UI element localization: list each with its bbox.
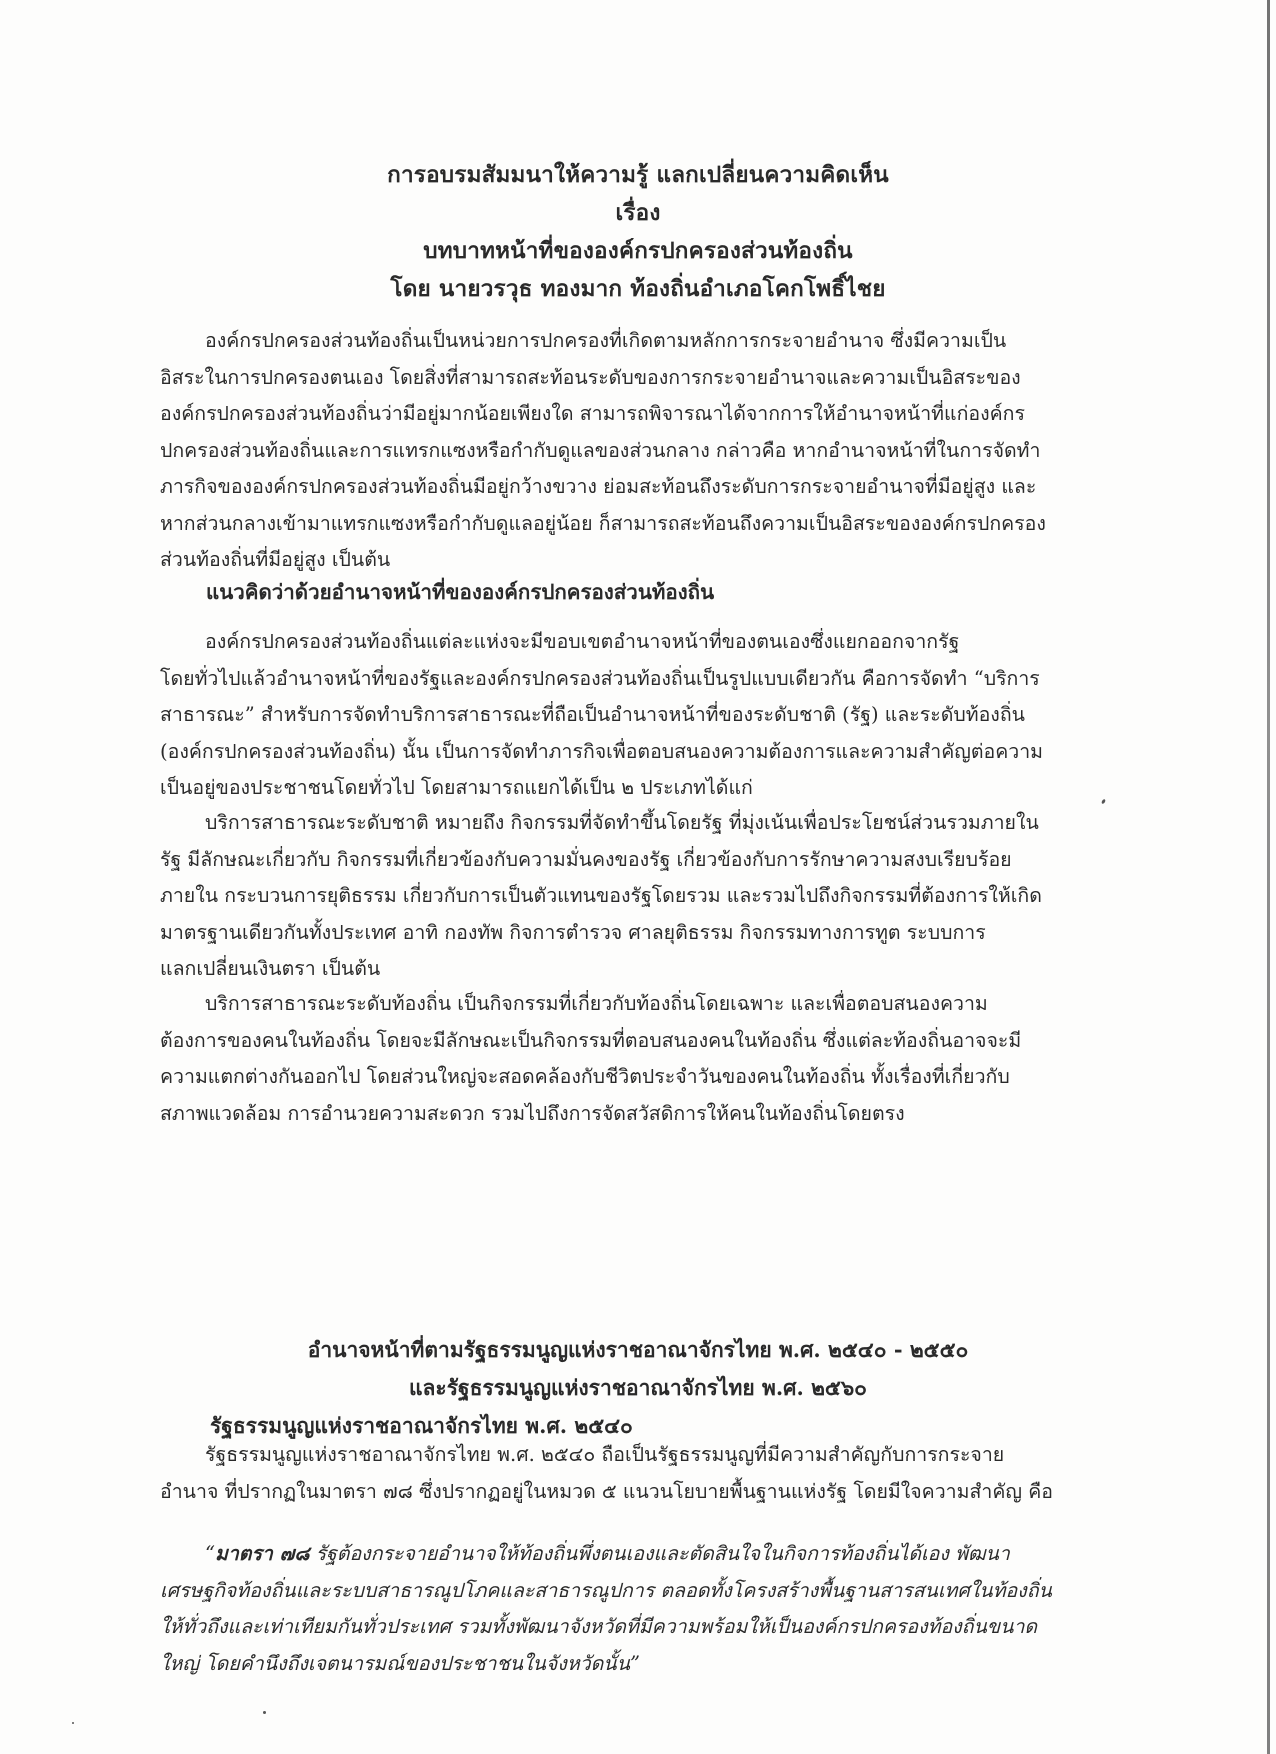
document-title (0, 156, 1276, 308)
text-line: โดยทั่วไปแล้วอำนาจหน้าที่ของรัฐและองค์กรปกครองส่วนท้องถิ่นเป็นรูปแบบเดียวกัน คือการจัดทำ “บริการ (160, 666, 1040, 690)
quote-line (160, 1536, 1080, 1573)
scan-speck (1101, 799, 1106, 805)
quote-line: ใหญ่ โดยคำนึงถึงเจตนารมณ์ของประชาชนในจังหวัดนั้น” (160, 1651, 640, 1675)
quote-line: ให้ทั่วถึงและเท่าเทียมกันทั่วประเทศ รวมทั้งพัฒนาจังหวัดที่มีความพร้อมให้เป็นองค์กรปกครองท้องถิ่นขนาด (160, 1615, 1038, 1638)
section-title-line-2: และรัฐธรรมนูญแห่งราชอาณาจักรไทย พ.ศ. ๒๕๖๐ (409, 1375, 867, 1400)
text-line: อำนาจ ที่ปรากฏในมาตรา ๗๘ ซึ่งปรากฏอยู่ในหมวด ๕ แนวนโยบายพื้นฐานแห่งรัฐ โดยมีใจความสำคัญ คือ (160, 1479, 1053, 1503)
constitution-paragraph (160, 1437, 1080, 1510)
quote-first-line: รัฐต้องกระจายอำนาจให้ท้องถิ่นพึ่งตนเองและตัดสินใจในกิจการท้องถิ่นได้เอง พัฒนา (309, 1542, 1010, 1565)
text-line: สภาพแวดล้อม การอำนวยความสะดวก รวมไปถึงการจัดสวัสดิการให้คนในท้องถิ่นโดยตรง (160, 1101, 905, 1125)
text-line: อิสระในการปกครองตนเอง โดยสิ่งที่สามารถสะท้อนระดับของการกระจายอำนาจและความเป็นอิสระของ (160, 365, 1021, 389)
local-service-paragraph (160, 986, 1080, 1132)
text-line: องค์กรปกครองส่วนท้องถิ่นว่ามีอยู่มากน้อยเพียงใด สามารถพิจารณาได้จากการให้อำนาจหน้าที่แก่องค์กร (160, 402, 1025, 425)
heading-concept: แนวคิดว่าด้วยอำนาจหน้าที่ขององค์กรปกครองส่วนท้องถิ่น (206, 580, 715, 604)
text-line: ปกครองส่วนท้องถิ่นและการแทรกแซงหรือกำกับดูแลของส่วนกลาง กล่าวคือ หากอำนาจหน้าที่ในการจัดทำ (160, 438, 1041, 462)
concept-paragraph-1 (160, 624, 1080, 807)
section-title-line-1: อำนาจหน้าที่ตามรัฐธรรมนูญแห่งราชอาณาจักรไทย พ.ศ. ๒๕๔๐ - ๒๕๕๐ (307, 1337, 969, 1362)
intro-paragraph (160, 323, 1080, 579)
text-line: สาธารณะ” สำหรับการจัดทำบริการสาธารณะที่ถือเป็นอำนาจหน้าที่ของระดับชาติ (รัฐ) และระดับท้องถิ่น (160, 703, 1025, 726)
scan-speck (72, 1722, 74, 1724)
text-line: หากส่วนกลางเข้ามาแทรกแซงหรือกำกับดูแลอยู่น้อย ก็สามารถสะท้อนถึงความเป็นอิสระขององค์กรปกครอง (160, 511, 1046, 535)
title-line-1: การอบรมสัมมนาให้ความรู้ แลกเปลี่ยนความคิดเห็น (387, 162, 889, 188)
national-service-paragraph (160, 805, 1080, 988)
article-78-quote (160, 1536, 1080, 1682)
text-line: รัฐธรรมนูญแห่งราชอาณาจักรไทย พ.ศ. ๒๕๔๐ ถือเป็นรัฐธรรมนูญที่มีความสำคัญกับการกระจาย (205, 1443, 1005, 1466)
text-line: ความแตกต่างกันออกไป โดยส่วนใหญ่จะสอดคล้องกับชีวิตประจำวันของคนในท้องถิ่น ทั้งเรื่องที่เกี่ยวกับ (160, 1065, 1010, 1088)
text-line: (องค์กรปกครองส่วนท้องถิ่น) นั้น เป็นการจัดทำภารกิจเพื่อตอบสนองความต้องการและความสำคัญต่อความ (160, 739, 1044, 763)
text-line: รัฐ มีลักษณะเกี่ยวกับ กิจกรรมที่เกี่ยวข้องกับความมั่นคงของรัฐ เกี่ยวข้องกับการรักษาความสงบเรียบร้อย (160, 847, 1012, 871)
title-line-2: เรื่อง (615, 200, 661, 226)
section-heading (160, 574, 1080, 611)
section-title-line-3: รัฐธรรมนูญแห่งราชอาณาจักรไทย พ.ศ. ๒๕๔๐ (210, 1413, 633, 1438)
scan-speck (263, 1711, 266, 1714)
text-line: ต้องการของคนในท้องถิ่น โดยจะมีลักษณะเป็นกิจกรรมที่ตอบสนองคนในท้องถิ่น ซึ่งแต่ละท้องถิ่นอาจจะมี (160, 1028, 1022, 1052)
quote-line: เศรษฐกิจท้องถิ่นและระบบสาธารณูปโภคและสาธารณูปการ ตลอดทั้งโครงสร้างพื้นฐานสารสนเทศในท้องถิ่น (160, 1578, 1052, 1602)
text-line: ส่วนท้องถิ่นที่มีอยู่สูง เป็นต้น (160, 548, 391, 571)
text-line: องค์กรปกครองส่วนท้องถิ่นเป็นหน่วยการปกครองที่เกิดตามหลักการกระจายอำนาจ ซึ่งมีความเป็น (205, 329, 1007, 352)
title-line-4: โดย นายวรวุธ ทองมาก ท้องถิ่นอำเภอโคกโพธิ์ไชย (390, 276, 886, 302)
text-line: มาตรฐานเดียวกันทั้งประเทศ อาทิ กองทัพ กิจการตำรวจ ศาลยุติธรรม กิจกรรมทางการทูต ระบบการ (160, 920, 986, 944)
quote-open-mark: “ (205, 1542, 215, 1565)
text-line: เป็นอยู่ของประชาชนโดยทั่วไป โดยสามารถแยกได้เป็น ๒ ประเภทได้แก่ (160, 776, 753, 799)
title-line-3: บทบาทหน้าที่ขององค์กรปกครองส่วนท้องถิ่น (423, 238, 853, 264)
text-line: องค์กรปกครองส่วนท้องถิ่นแต่ละแห่งจะมีขอบเขตอำนาจหน้าที่ของตนเองซึ่งแยกออกจากรัฐ (205, 630, 960, 653)
text-line: ภารกิจขององค์กรปกครองส่วนท้องถิ่นมีอยู่กว้างขวาง ย่อมสะท้อนถึงระดับการกระจายอำนาจที่มีอยู่สูง และ (160, 475, 1037, 498)
text-line: บริการสาธารณะระดับชาติ หมายถึง กิจกรรมที่จัดทำขึ้นโดยรัฐ ที่มุ่งเน้นเพื่อประโยชน์ส่วนรวมภายใน (205, 811, 1039, 834)
text-line: ภายใน กระบวนการยุติธรรม เกี่ยวกับการเป็นตัวแทนของรัฐโดยรวม และรวมไปถึงกิจกรรมที่ต้องการให้เกิด (160, 884, 1042, 907)
constitution-section-title (0, 1331, 1276, 1445)
article-label: มาตรา ๗๘ (214, 1542, 310, 1565)
text-line: บริการสาธารณะระดับท้องถิ่น เป็นกิจกรรมที่เกี่ยวกับท้องถิ่นโดยเฉพาะ และเพื่อตอบสนองความ (205, 992, 988, 1015)
text-line: แลกเปลี่ยนเงินตรา เป็นต้น (160, 957, 381, 980)
